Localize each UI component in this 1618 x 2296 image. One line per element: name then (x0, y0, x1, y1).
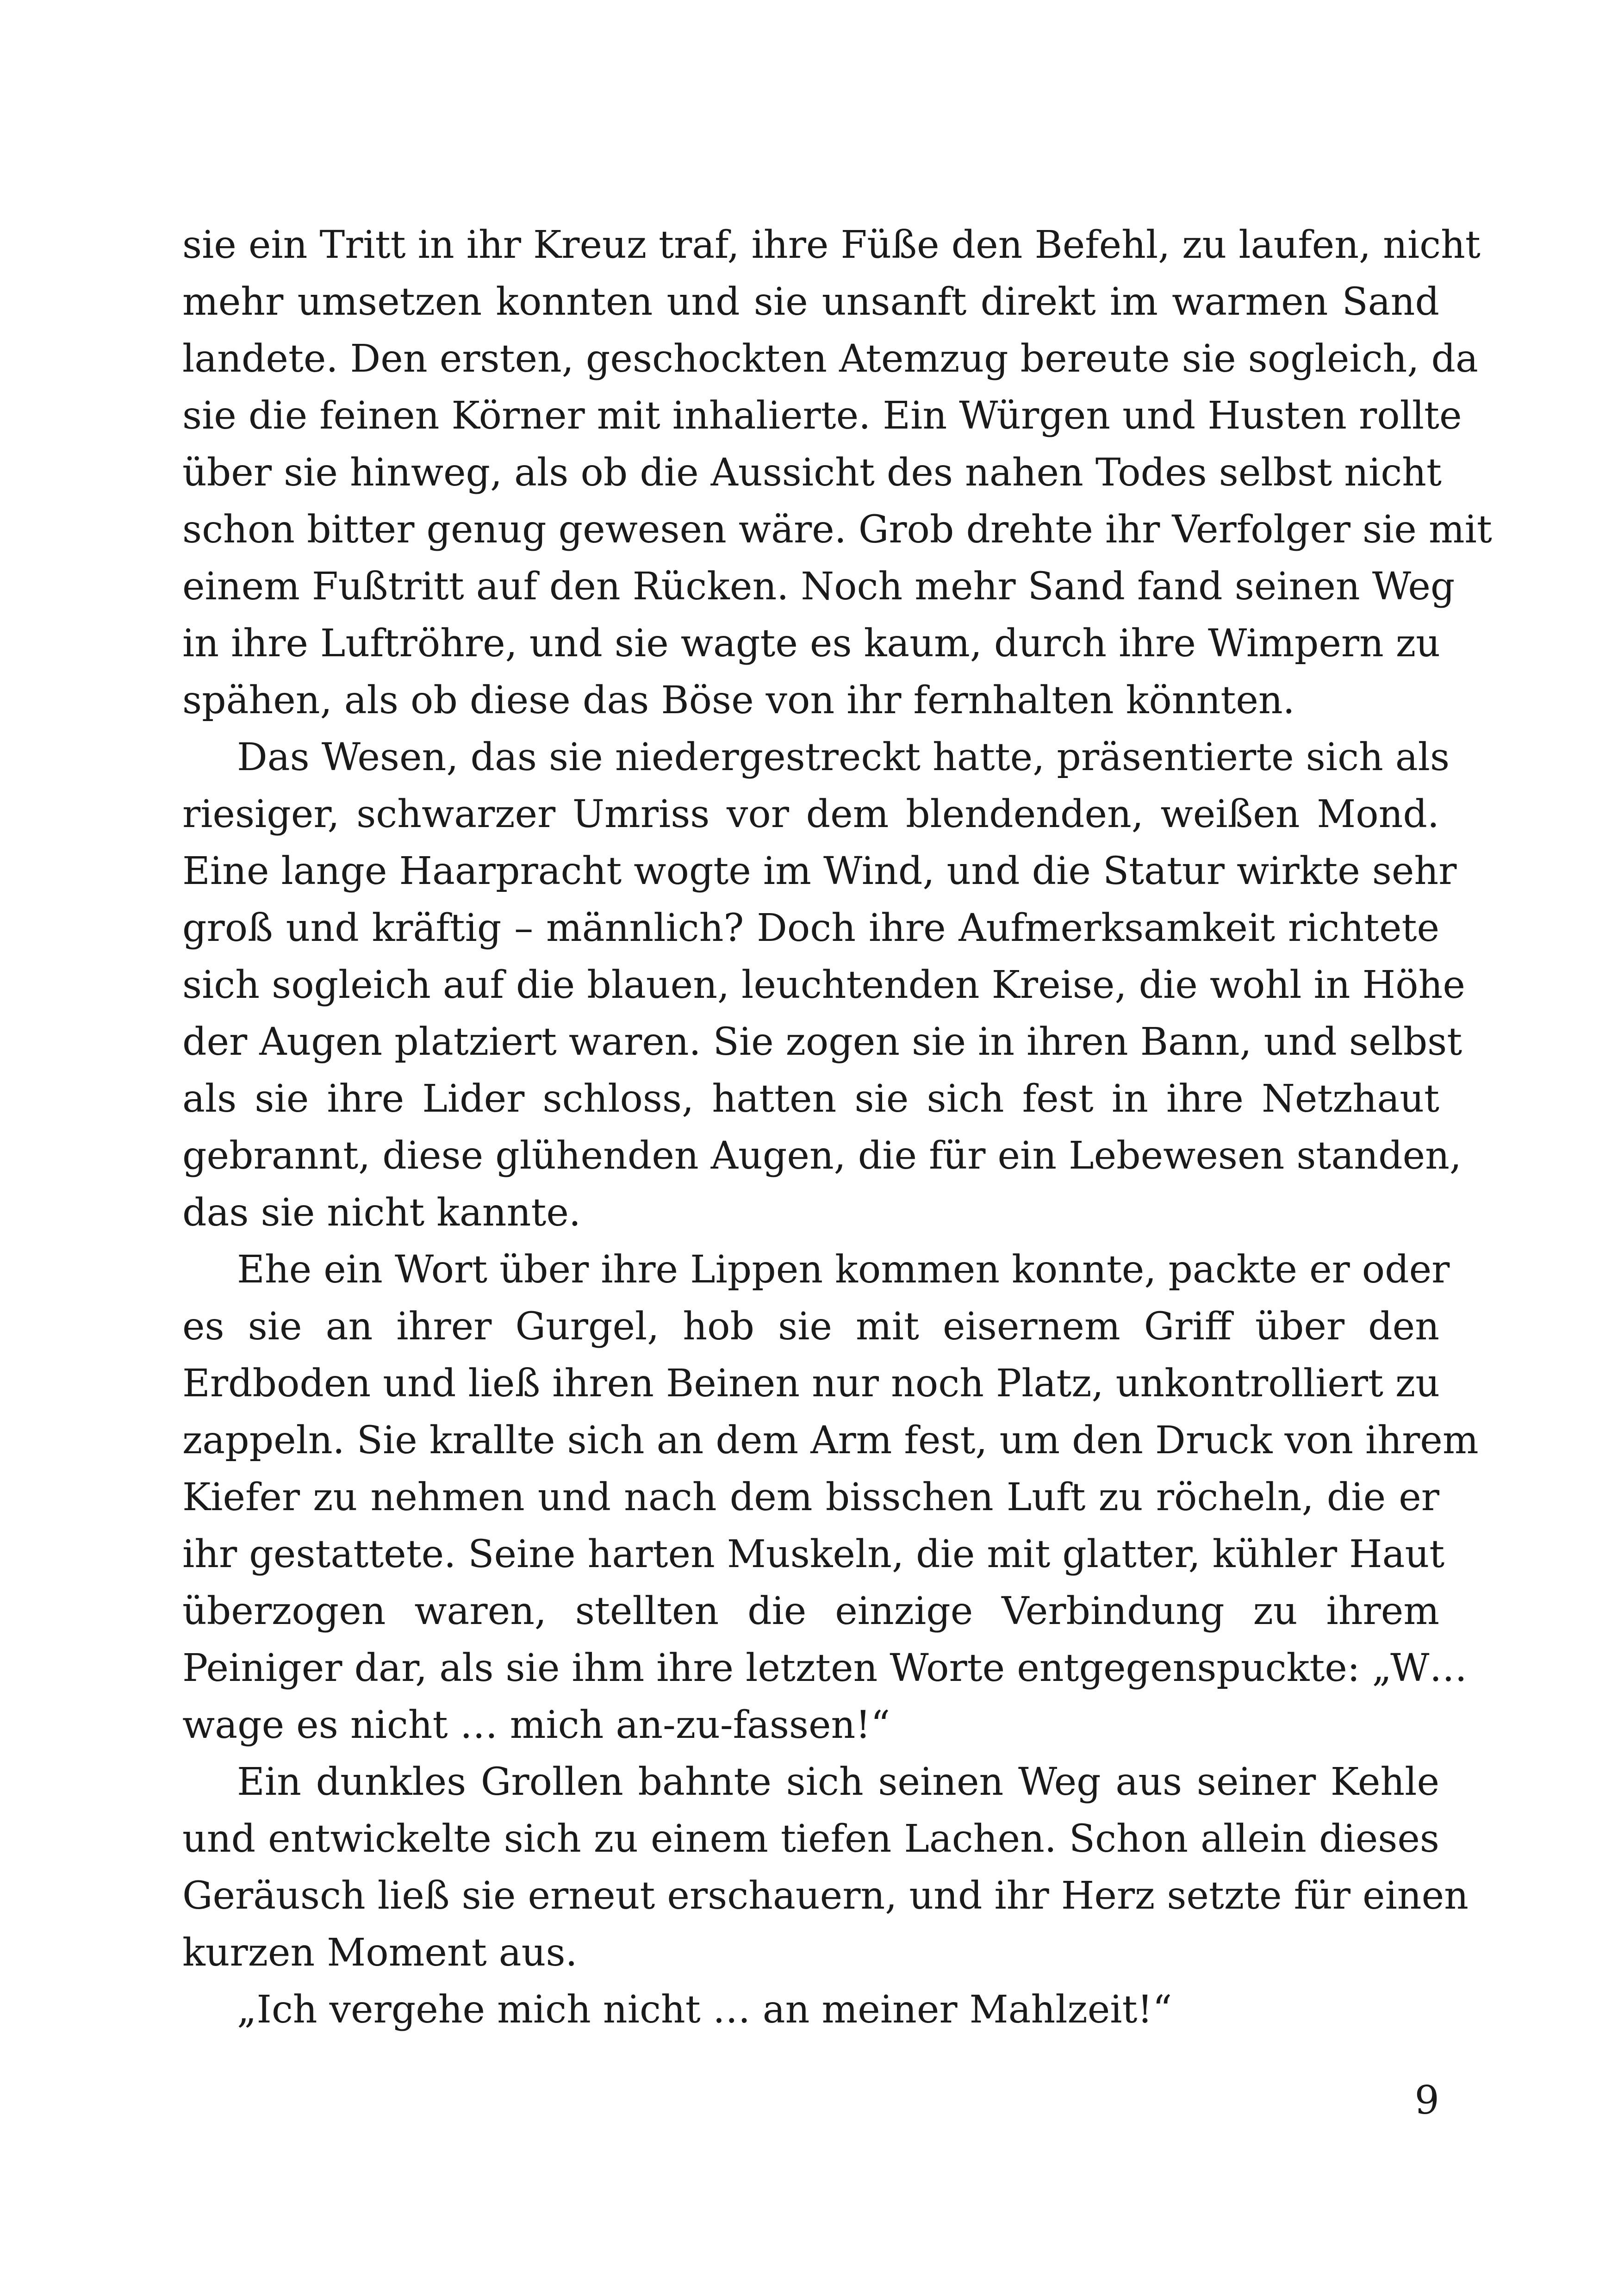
paragraph (182, 729, 1465, 1241)
text-line: Geräusch ließ sie erneut erschauern, und ihr Herz setzte für einen (182, 1874, 1469, 1918)
text-line: landete. Den ersten, geschockten Atemzug bereute sie sogleich, da (182, 337, 1478, 381)
text-line: ihr gestattete. Seine harten Muskeln, die mit glatter, kühler Haut (182, 1532, 1445, 1576)
text-line: wage es nicht … mich an-zu-fassen!“ (182, 1703, 890, 1747)
text-line: zappeln. Sie krallte sich an dem Arm fest, um den Druck von ihrem (182, 1419, 1479, 1462)
text-line: Das Wesen, das sie niedergestreckt hatte, präsentierte sich als (237, 735, 1450, 779)
text-line: spähen, als ob diese das Böse von ihr fernhalten könnten. (182, 678, 1295, 722)
text-line: der Augen platziert waren. Sie zogen sie in ihren Bann, und selbst (182, 1020, 1462, 1064)
text-line: mehr umsetzen konnten und sie unsanft direkt im warmen Sand (182, 280, 1439, 324)
text-line: Ein dunkles Grollen bahnte sich seinen Weg aus seiner Kehle (237, 1760, 1439, 1804)
text-line: Kiefer zu nehmen und nach dem bisschen Luft zu röcheln, die er (182, 1475, 1439, 1519)
text-line: Eine lange Haarpracht wogte im Wind, und die Statur wirkte sehr (182, 849, 1457, 893)
text-line: in ihre Luftröhre, und sie wagte es kaum, durch ihre Wimpern zu (182, 622, 1440, 666)
text-line: und entwickelte sich zu einem tiefen Lachen. Schon allein dieses (182, 1817, 1439, 1861)
text-line: über sie hinweg, als ob die Aussicht des nahen Todes selbst nicht (182, 451, 1442, 495)
text-line: riesiger, schwarzer Umriss vor dem blendenden, weißen Mond. (182, 792, 1439, 836)
text-line: sich sogleich auf die blauen, leuchtenden Kreise, die wohl in Höhe (182, 963, 1465, 1007)
page-number: 9 (1414, 2078, 1439, 2123)
paragraph (182, 217, 1492, 729)
paragraph (182, 1981, 1439, 2038)
text-line: kurzen Moment aus. (182, 1931, 578, 1975)
text-line: „Ich vergehe mich nicht … an meiner Mahlzeit!“ (237, 1988, 1172, 2032)
text-line: als sie ihre Lider schloss, hatten sie sich fest in ihre Netzhaut (182, 1077, 1439, 1121)
text-line: Erdboden und ließ ihren Beinen nur noch Platz, unkontrolliert zu (182, 1362, 1440, 1406)
text-line: schon bitter genug gewesen wäre. Grob drehte ihr Verfolger sie mit (182, 508, 1492, 552)
text-line: überzogen waren, stellten die einzige Verbindung zu ihrem (182, 1589, 1439, 1633)
text-line: das sie nicht kannte. (182, 1191, 581, 1235)
text-line: Peiniger dar, als sie ihm ihre letzten Worte entgegenspuckte: „W… (182, 1646, 1468, 1690)
text-line: einem Fußtritt auf den Rücken. Noch mehr Sand fand seinen Weg (182, 565, 1455, 609)
body-text (182, 217, 1492, 2038)
text-line: groß und kräftig – männlich? Doch ihre Aufmerksamkeit richtete (182, 906, 1439, 950)
text-line: sie ein Tritt in ihr Kreuz traf, ihre Füße den Befehl, zu laufen, nicht (182, 223, 1481, 267)
paragraph (182, 1241, 1479, 1754)
text-line: Ehe ein Wort über ihre Lippen kommen konnte, packte er oder (237, 1248, 1450, 1292)
text-line: sie die feinen Körner mit inhalierte. Ein Würgen und Husten rollte (182, 394, 1462, 438)
paragraph (182, 1754, 1469, 1981)
text-line: gebrannt, diese glühenden Augen, die für ein Lebewesen standen, (182, 1134, 1462, 1178)
text-line: es sie an ihrer Gurgel, hob sie mit eisernem Griff über den (182, 1305, 1439, 1349)
